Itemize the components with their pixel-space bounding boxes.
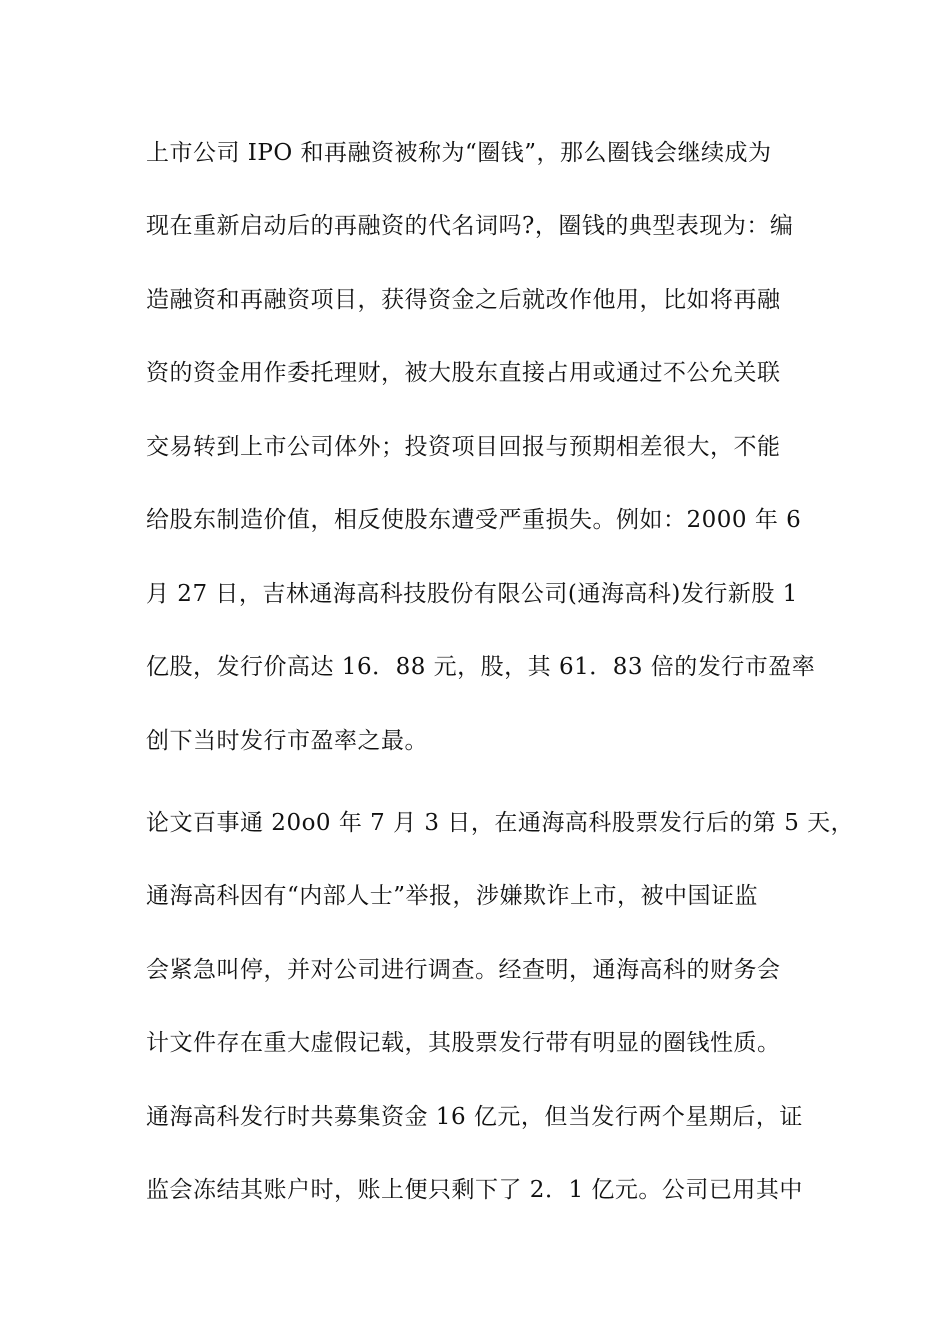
text-line: 造融资和再融资项目，获得资金之后就改作他用，比如将再融 xyxy=(146,287,781,313)
text-line: 通海高科因有“内部人士”举报，涉嫌欺诈上市，被中国证监 xyxy=(146,883,759,909)
text-line: 现在重新启动后的再融资的代名词吗?，圈钱的典型表现为：编 xyxy=(146,213,794,239)
text-line: 资的资金用作委托理财，被大股东直接占用或通过不公允关联 xyxy=(146,360,781,386)
text-line: 监会冻结其账户时，账上便只剩下了 2．1 亿元。公司已用其中 xyxy=(146,1177,803,1203)
text-line: 上市公司 IPO 和再融资被称为“圈钱”，那么圈钱会继续成为 xyxy=(146,140,772,166)
text-line: 会紧急叫停，并对公司进行调查。经查明，通海高科的财务会 xyxy=(146,957,781,983)
text-line: 给股东制造价值，相反使股东遭受严重损失。例如：2000 年 6 xyxy=(146,507,802,533)
text-line: 亿股，发行价高达 16．88 元，股，其 61．83 倍的发行市盈率 xyxy=(146,654,816,680)
text-line: 计文件存在重大虚假记载，其股票发行带有明显的圈钱性质。 xyxy=(146,1030,781,1056)
text-line: 创下当时发行市盈率之最。 xyxy=(146,728,428,754)
text-line: 月 27 日，吉林通海高科技股份有限公司(通海高科)发行新股 1 xyxy=(146,581,798,607)
text-line: 交易转到上市公司体外；投资项目回报与预期相差很大，不能 xyxy=(146,434,781,460)
text-line: 通海高科发行时共募集资金 16 亿元，但当发行两个星期后，证 xyxy=(146,1104,803,1130)
text-line: 论文百事通 20o0 年 7 月 3 日，在通海高科股票发行后的第 5 天， xyxy=(146,810,855,836)
